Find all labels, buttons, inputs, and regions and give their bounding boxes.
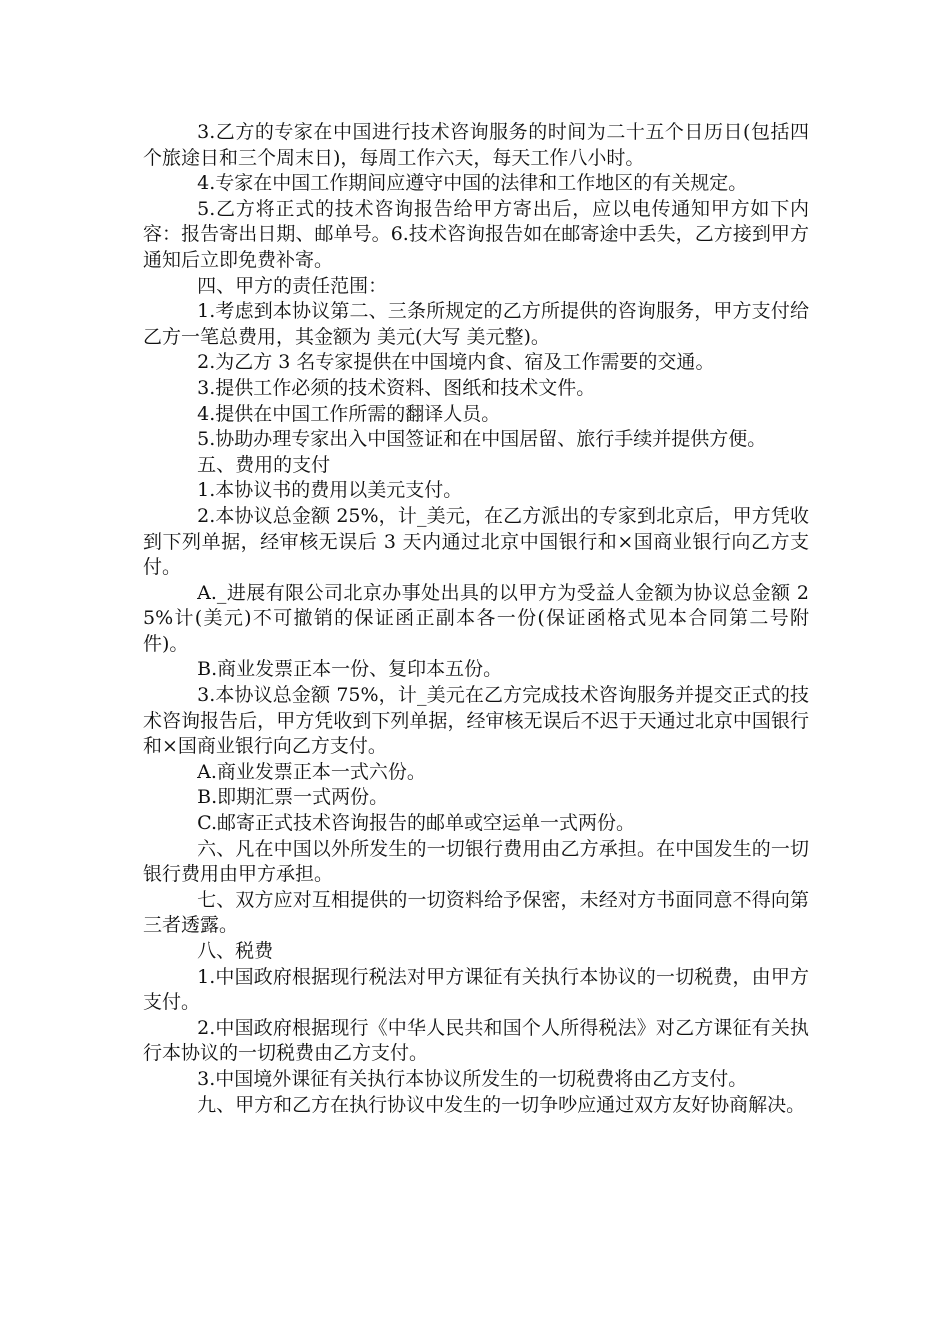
section-heading-bank-charges: 六、凡在中国以外所发生的一切银行费用由乙方承担。在中国发生的一切银行费用由甲方承担。 <box>143 837 809 886</box>
paragraph-a4-translators: 4.提供在中国工作所需的翻译人员。 <box>197 402 501 425</box>
paragraph-p2-first-installment: 2.本协议总金额 25%，计_美元，在乙方派出的专家到北京后，甲方凭收到下列单据，经审核无误后 3 天内通过北京中国银行和×国商业银行向乙方支付。 <box>143 504 809 579</box>
paragraph-a1-total-fee: 1.考虑到本协议第二、三条所规定的乙方所提供的咨询服务，甲方支付给乙方一笔总费用，其金额为 美元(大写 美元整)。 <box>143 300 809 348</box>
paragraph-5-report-notice: 5.乙方将正式的技术咨询报告给甲方寄出后，应以电传通知甲方如下内容：报告寄出日期、邮单号。6.技术咨询报告如在邮寄途中丢失，乙方接到甲方通知后立即免费补寄。 <box>143 197 809 271</box>
paragraph-3-service-duration: 3.乙方的专家在中国进行技术咨询服务的时间为二十五个日历日(包括四个旅途日和三个周末日)，每周工作六天，每天工作八小时。 <box>143 121 809 169</box>
section-heading-payment: 五、费用的支付 <box>197 453 331 476</box>
paragraph-p3b-sight-draft: B.即期汇票一式两份。 <box>197 786 389 809</box>
paragraph-p2a-guarantee-letter: A._进展有限公司北京办事处出具的以甲方为受益人金额为协议总金额 25%计(美元)不可撤销的保证函正副本各一份(保证函格式见本合同第二号附件)。 <box>143 581 809 655</box>
paragraph-t3-foreign-taxes: 3.中国境外课征有关执行本协议所发生的一切税费将由乙方支付。 <box>197 1067 748 1090</box>
paragraph-p1-usd-payment: 1.本协议书的费用以美元支付。 <box>197 479 463 502</box>
paragraph-a3-technical-materials: 3.提供工作必须的技术资料、图纸和技术文件。 <box>197 376 596 399</box>
paragraph-p3a-invoice-copies: A.商业发票正本一式六份。 <box>197 760 426 783</box>
section-heading-dispute-resolution: 九、甲方和乙方在执行协议中发生的一切争吵应通过双方友好协商解决。 <box>197 1093 806 1116</box>
paragraph-4-obey-laws: 4.专家在中国工作期间应遵守中国的法律和工作地区的有关规定。 <box>197 172 748 195</box>
paragraph-a5-visa-assistance: 5.协助办理专家出入中国签证和在中国居留、旅行手续并提供方便。 <box>197 428 767 451</box>
paragraph-p3c-waybill: C.邮寄正式技术咨询报告的邮单或空运单一式两份。 <box>197 812 636 835</box>
paragraph-t2-party-b-income-tax: 2.中国政府根据现行《中华人民共和国个人所得税法》对乙方课征有关执行本协议的一切税费由乙方支付。 <box>143 1016 809 1065</box>
paragraph-p2b-commercial-invoice: B.商业发票正本一份、复印本五份。 <box>197 658 503 681</box>
section-heading-taxes: 八、税费 <box>197 940 274 962</box>
section-heading-confidentiality: 七、双方应对互相提供的一切资料给予保密，未经对方书面同意不得向第三者透露。 <box>143 888 809 937</box>
document-body <box>143 120 809 1118</box>
section-heading-party-a-responsibilities: 四、甲方的责任范围： <box>197 274 388 297</box>
paragraph-a2-lodging-transport: 2.为乙方 3 名专家提供在中国境内食、宿及工作需要的交通。 <box>197 351 715 374</box>
paragraph-t1-party-a-taxes: 1.中国政府根据现行税法对甲方课征有关执行本协议的一切税费，由甲方支付。 <box>143 965 809 1014</box>
paragraph-p3-second-installment: 3.本协议总金额 75%，计_美元在乙方完成技术咨询服务并提交正式的技术咨询报告后，甲方凭收到下列单据，经审核无误后不迟于天通过北京中国银行和×国商业银行向乙方支付。 <box>143 684 809 758</box>
